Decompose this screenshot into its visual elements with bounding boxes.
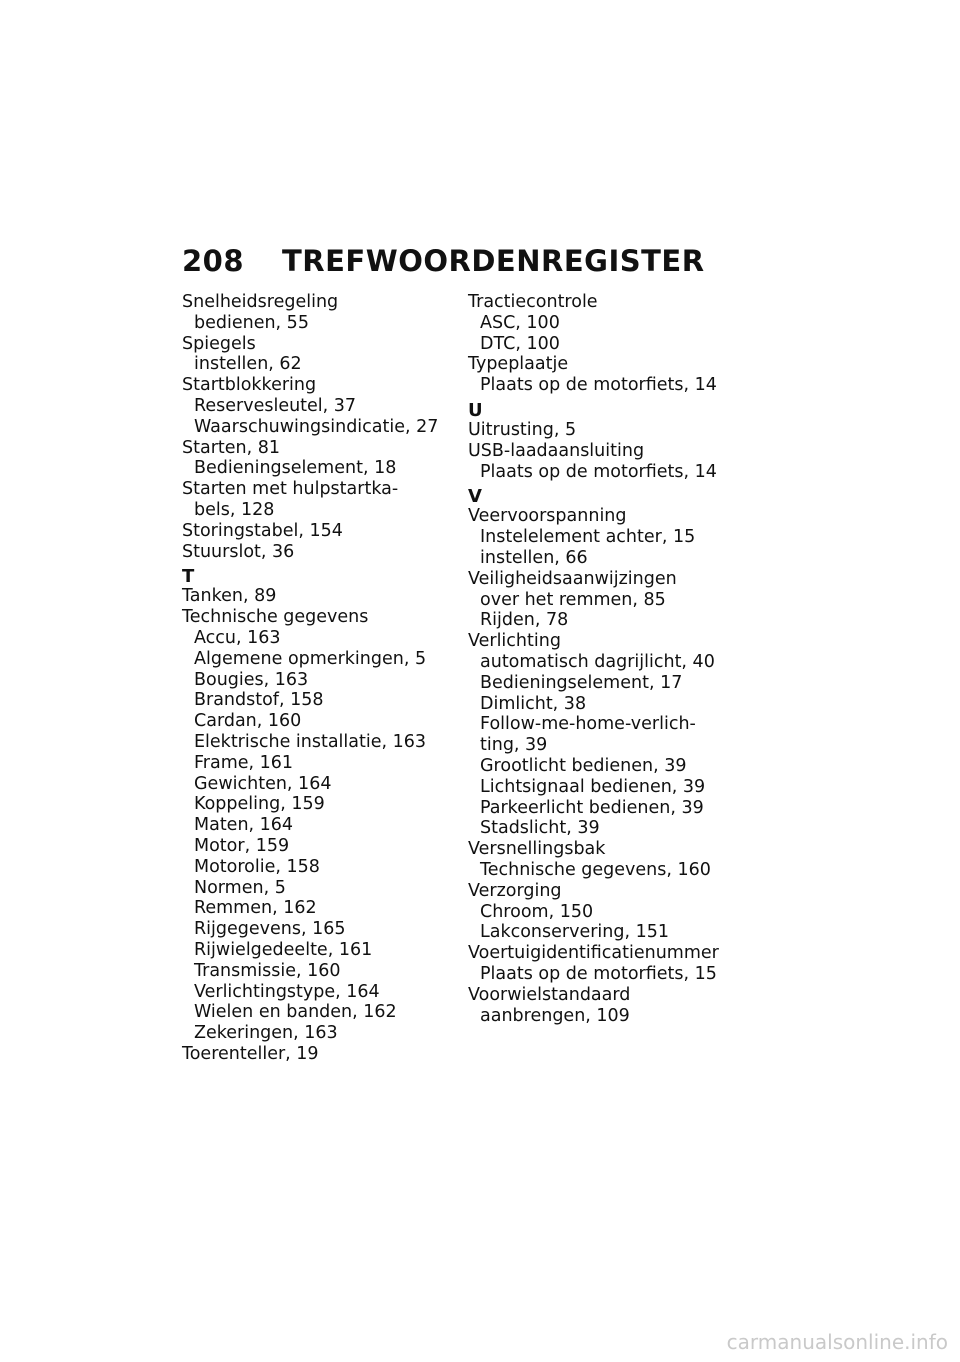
index-subentry: Gewichten, 164 bbox=[194, 773, 332, 794]
index-subentry: Remmen, 162 bbox=[194, 898, 317, 919]
index-subentry: Instelelement achter, 15 bbox=[480, 527, 696, 548]
index-subentry: instellen, 66 bbox=[480, 547, 588, 568]
index-subentry: Transmissie, 160 bbox=[194, 960, 341, 981]
index-entry: Startblokkering bbox=[182, 375, 317, 396]
index-entry: Verzorging bbox=[468, 880, 562, 901]
index-subentry: Lichtsignaal bedienen, 39 bbox=[480, 776, 706, 797]
index-entry: Veiligheidsaanwijzingen bbox=[468, 568, 677, 589]
index-entry: Voertuigidentificatienummer bbox=[468, 943, 719, 964]
index-entry: Starten met hulpstartka- bbox=[182, 479, 399, 500]
index-section-letter: V bbox=[468, 486, 482, 508]
index-subentry: Dimlicht, 38 bbox=[480, 693, 587, 714]
index-subentry: Elektrische installatie, 163 bbox=[194, 731, 427, 752]
index-subentry: Koppeling, 159 bbox=[194, 794, 325, 815]
index-entry: Technische gegevens bbox=[182, 607, 369, 628]
index-entry: Typeplaatje bbox=[468, 354, 569, 375]
index-subentry: bedienen, 55 bbox=[194, 312, 309, 333]
index-subentry: Rijgegevens, 165 bbox=[194, 919, 346, 940]
index-subentry: Motor, 159 bbox=[194, 835, 290, 856]
index-entry-continuation: ting, 39 bbox=[480, 735, 548, 756]
index-entry: Toerenteller, 19 bbox=[182, 1043, 319, 1064]
index-subentry: Grootlicht bedienen, 39 bbox=[480, 755, 687, 776]
index-subentry: Motorolie, 158 bbox=[194, 856, 320, 877]
index-subentry: Bougies, 163 bbox=[194, 669, 309, 690]
index-entry: Starten, 81 bbox=[182, 437, 281, 458]
index-entry: Snelheidsregeling bbox=[182, 292, 339, 312]
index-entry: Tractiecontrole bbox=[468, 292, 598, 312]
index-entry: Tanken, 89 bbox=[182, 586, 277, 607]
index-subentry: Algemene opmerkingen, 5 bbox=[194, 648, 427, 669]
index-column-right bbox=[468, 292, 728, 1026]
index-section-letter: U bbox=[468, 399, 483, 421]
index-entry: Verlichting bbox=[468, 631, 561, 652]
index-entry-continuation: bels, 128 bbox=[194, 499, 275, 520]
index-entry: USB-laadaansluiting bbox=[468, 440, 645, 461]
index-column-left bbox=[182, 292, 452, 1065]
index-subentry: Waarschuwingsindicatie, 27 bbox=[194, 416, 439, 437]
index-subentry: Follow-me-home-verlich- bbox=[480, 714, 696, 735]
index-subentry: Lakconservering, 151 bbox=[480, 922, 670, 943]
index-section-letter: T bbox=[182, 566, 195, 588]
index-subentry: Bedieningselement, 17 bbox=[480, 672, 683, 693]
index-subentry: Stadslicht, 39 bbox=[480, 818, 600, 839]
index-subentry: Technische gegevens, 160 bbox=[480, 859, 711, 880]
index-subentry: Plaats op de motorfiets, 14 bbox=[480, 461, 717, 482]
page-number: 208 bbox=[182, 244, 245, 278]
index-subentry: Brandstof, 158 bbox=[194, 690, 324, 711]
index-subentry: Chroom, 150 bbox=[480, 901, 594, 922]
index-subentry: DTC, 100 bbox=[480, 333, 560, 354]
index-subentry: Plaats op de motorfiets, 15 bbox=[480, 963, 717, 984]
index-subentry: Parkeerlicht bedienen, 39 bbox=[480, 797, 704, 818]
index-subentry: Zekeringen, 163 bbox=[194, 1023, 338, 1044]
index-subentry: aanbrengen, 109 bbox=[480, 1005, 630, 1026]
index-subentry: Frame, 161 bbox=[194, 752, 294, 773]
index-subentry: over het remmen, 85 bbox=[480, 589, 666, 610]
index-entry: Stuurslot, 36 bbox=[182, 541, 295, 562]
index-entry: Uitrusting, 5 bbox=[468, 419, 577, 440]
index-subentry: Wielen en banden, 162 bbox=[194, 1002, 397, 1023]
index-subentry: ASC, 100 bbox=[480, 312, 560, 333]
index-subentry: Cardan, 160 bbox=[194, 711, 302, 732]
watermark: carmanualsonline.info bbox=[726, 1330, 948, 1354]
index-entry: Spiegels bbox=[182, 333, 256, 354]
index-entry: Voorwielstandaard bbox=[468, 984, 631, 1005]
index-entry: Veervoorspanning bbox=[468, 506, 627, 527]
index-subentry: Reservesleutel, 37 bbox=[194, 395, 357, 416]
index-subentry: Rijwielgedeelte, 161 bbox=[194, 939, 373, 960]
page-header bbox=[182, 244, 705, 278]
index-subentry: Accu, 163 bbox=[194, 627, 281, 648]
page-title: TREFWOORDENREGISTER bbox=[282, 244, 705, 278]
index-entry: Versnellingsbak bbox=[468, 839, 606, 860]
index-subentry: instellen, 62 bbox=[194, 354, 302, 375]
index-subentry: Bedieningselement, 18 bbox=[194, 458, 397, 479]
index-entry: Storingstabel, 154 bbox=[182, 520, 343, 541]
index-subentry: Normen, 5 bbox=[194, 877, 286, 898]
index-subentry: Plaats op de motorfiets, 14 bbox=[480, 375, 717, 396]
index-subentry: Verlichtingstype, 164 bbox=[194, 981, 380, 1002]
index-subentry: Rijden, 78 bbox=[480, 610, 569, 631]
index-subentry: automatisch dagrijlicht, 40 bbox=[480, 651, 715, 672]
index-subentry: Maten, 164 bbox=[194, 815, 294, 836]
